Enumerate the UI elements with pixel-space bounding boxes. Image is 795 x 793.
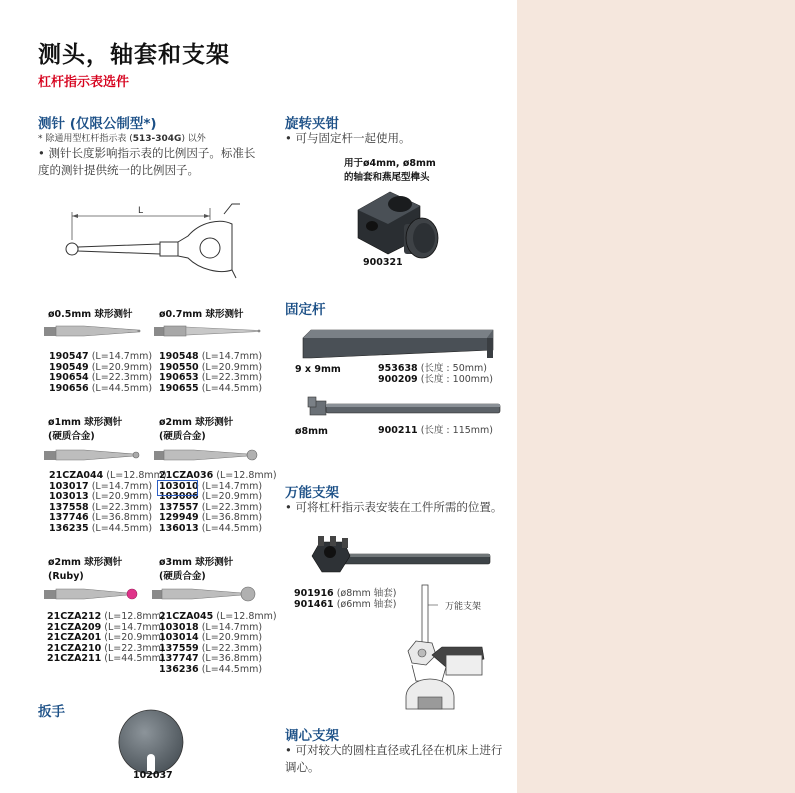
stylus-diagram [60, 200, 260, 280]
list-item: 190655 (L=44.5mm) [159, 382, 263, 394]
list-item: 900211 (长度 : 115mm) [378, 425, 493, 436]
list-item: 190656 (L=44.5mm) [49, 382, 153, 394]
group-list [49, 352, 152, 394]
stylus-bullet: • 测针长度影响指示表的比例因子。标准长度的测针提供统一的比例因子。 [38, 146, 256, 177]
swivel-clamp-bullet: • 可与固定杆一起使用。 [285, 131, 411, 145]
list-item: 137557 (L=22.3mm) [159, 501, 263, 513]
centering-holder-heading: 调心支架 [285, 728, 339, 744]
list-item: 21CZA209 (L=14.7mm) [47, 621, 165, 633]
swivel-clamp-caption: 用于ø4mm, ø8mm 的轴套和燕尾型榫头 [344, 158, 436, 183]
page-subtitle: 杠杆指示表选件 [38, 75, 130, 90]
list-item: 136236 (L=44.5mm) [159, 663, 263, 675]
list-item: 103017 (L=14.7mm) [49, 480, 153, 492]
group-caption: ø0.5mm 球形测针 [48, 309, 133, 320]
side-panel [517, 0, 795, 793]
centering-holder-bullet: • 可对较大的圆柱直径或孔径在机床上进行调心。 [285, 743, 503, 774]
list-item: 21CZA211 (L=44.5mm) [47, 653, 165, 664]
round-bar-icon [304, 397, 504, 419]
list-item: 129949 (L=36.8mm) [159, 512, 263, 523]
list-item: 103018 (L=14.7mm) [159, 621, 263, 633]
list-item: 137746 (L=36.8mm) [49, 512, 153, 523]
universal-holder-bullet: • 可将杠杆指示表安装在工件所需的位置。 [285, 500, 503, 514]
group-list [159, 612, 277, 675]
list-item: 901916 (ø8mm 轴套) [294, 588, 397, 599]
bar-size-8mm: ø8mm [295, 426, 328, 437]
list-item: 137747 (L=36.8mm) [159, 653, 263, 664]
group-list [47, 612, 165, 665]
list-item: 21CZA212 (L=12.8mm) [47, 611, 165, 622]
universal-holder-heading: 万能支架 [285, 485, 339, 501]
list-item: 103014 (L=20.9mm) [159, 632, 263, 643]
list-item: 21CZA044 (L=12.8mm) [49, 470, 167, 481]
holding-bar-heading: 固定杆 [285, 302, 326, 318]
list-item: 103010 (L=14.7mm) [159, 480, 263, 492]
list-item: 103006 (L=20.9mm) [159, 491, 263, 502]
list-item: 190547 (L=14.7mm) [49, 351, 153, 362]
bar-size-9x9: 9 x 9mm [295, 364, 341, 375]
list-item: 953638 (长度 : 50mm) [378, 363, 487, 374]
list-item: 21CZA201 (L=20.9mm) [47, 632, 165, 643]
list-item: 21CZA210 (L=22.3mm) [47, 642, 165, 654]
list-item: 136235 (L=44.5mm) [49, 522, 153, 534]
list-item: 190654 (L=22.3mm) [49, 372, 153, 383]
list-item: 190653 (L=22.3mm) [159, 372, 263, 383]
group-caption: ø0.7mm 球形测针 [159, 309, 244, 320]
swivel-clamp-heading: 旋转夹钳 [285, 116, 339, 132]
universal-holder-diagram-label: 万能支架 [445, 602, 482, 612]
stylus-tip-icon [44, 447, 144, 463]
list-item: 137558 (L=22.3mm) [49, 501, 153, 513]
swivel-clamp-code: 900321 [363, 257, 403, 268]
group-caption: ø2mm 球形测针 (Ruby) [48, 557, 123, 582]
list-item: 190548 (L=14.7mm) [159, 351, 263, 362]
stylus-note [38, 131, 206, 144]
selection-highlight [157, 480, 198, 496]
stylus-length-label: L [138, 206, 144, 216]
group-list [159, 352, 262, 394]
list-item: 190549 (L=20.9mm) [49, 361, 153, 373]
stylus-tip-icon [44, 323, 144, 339]
note-prefix: * 除通用型杠杆指示表 ( [38, 134, 133, 144]
bar-list [378, 364, 493, 385]
note-suffix: ) 以外 [181, 134, 206, 144]
wrench-heading: 扳手 [38, 704, 65, 720]
stylus-tip-icon [154, 446, 264, 464]
swivel-clamp-icon [350, 180, 450, 266]
stylus-tip-icon [152, 583, 262, 605]
universal-holder-list [294, 589, 397, 610]
stylus-heading: 测针 (仅限公制型*) [38, 116, 157, 132]
list-item: 21CZA036 (L=12.8mm) [159, 470, 277, 481]
wrench-code: 102037 [133, 770, 173, 781]
list-item: 190550 (L=20.9mm) [159, 361, 263, 373]
list-item: 21CZA045 (L=12.8mm) [159, 611, 277, 622]
group-caption: ø1mm 球形测针 (硬质合金) [48, 417, 123, 442]
page-title: 测头，轴套和支架 [38, 42, 230, 68]
square-bar-icon [303, 328, 503, 360]
list-item: 137559 (L=22.3mm) [159, 642, 263, 654]
list-item: 136013 (L=44.5mm) [159, 522, 263, 534]
ruby-stylus-icon [44, 585, 144, 603]
note-model: 513-304G [132, 134, 182, 144]
list-item: 103013 (L=20.9mm) [49, 491, 153, 502]
universal-holder-icon [300, 534, 500, 584]
stylus-tip-icon [154, 323, 264, 339]
wrench-icon [116, 708, 186, 774]
list-item: 901461 (ø6mm 轴套) [294, 598, 397, 610]
group-caption: ø2mm 球形测针 (硬质合金) [159, 417, 234, 442]
list-item: 900209 (长度 : 100mm) [378, 373, 493, 385]
bar-list [378, 426, 493, 437]
group-caption: ø3mm 球形测针 (硬质合金) [159, 557, 234, 582]
group-list [49, 471, 167, 534]
